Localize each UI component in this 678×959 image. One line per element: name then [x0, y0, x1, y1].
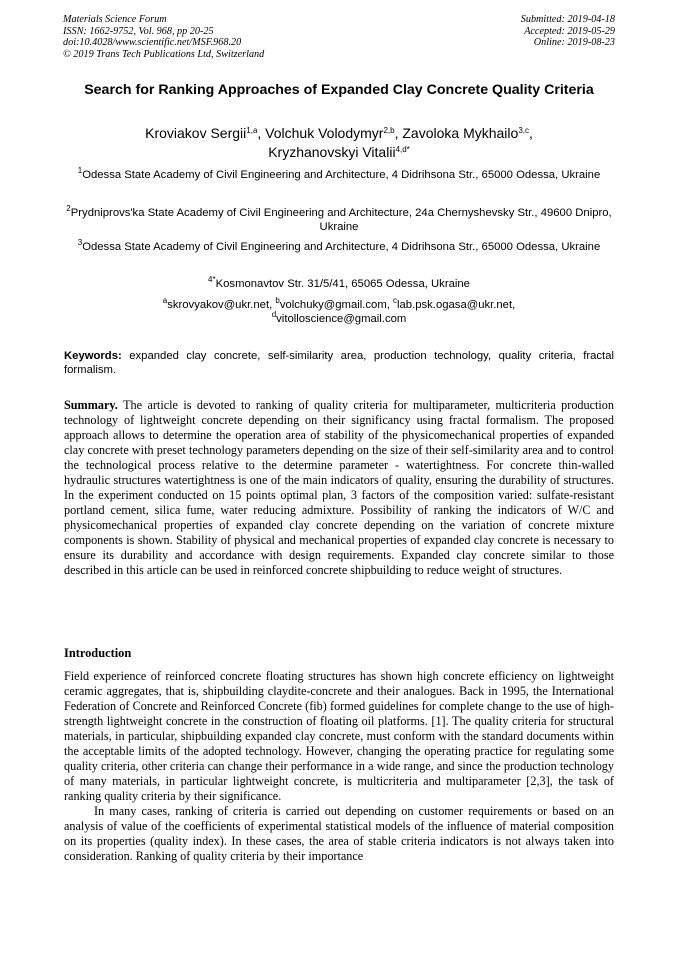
email-mark: c	[393, 296, 398, 305]
summary-text: The article is devoted to ranking of quality criteria for multiparameter, multicriteria production technology of lightweight concrete depending on their significancy using fractal formalism. The proposed approach allows to determine the operation area of stability of the physicomechanical properties of expanded clay concrete with preset technology parameters depending on the size of their self-similarity area and to control the technological process relative to the determine parameter - watertightness. For concrete thin-walled hydraulic structures watertightness is one of the main indicators of quality, ensuring the durability of structures. In the experiment conducted on 15 points optimal plan, 3 factors of the composition varied: sulfate-resistant portland cement, silica fume, water reducing admixture. Possibility of ranking the indicators of W/C and physicomechanical properties of expanded clay concrete depending on the variation of concrete mixture components is shown. Stability of physical and mechanical properties of expanded clay concrete is necessary to ensure its durability and accordance with design requirements. Expanded clay concrete similar to those described in this article can be used in reinforced concrete shipbuilding to reduce weight of structures.	[64, 398, 614, 577]
author-separator: ,	[528, 125, 533, 141]
paragraph: Field experience of reinforced concrete floating structures has shown high concrete efficiency on lightweight ceramic aggregates, that is, shipbuilding claydite-concrete and their analogues. Back in 1995, the International Federation of Concrete and Reinforced Concrete (fib) formed guidelines for complete change to the use of high-strength lightweight concrete in the construction of floating oil platforms. [1]. The quality criteria for structural materials, in particular, shipbuilding expanded clay concrete, must conform with the standard documents within the acceptable limits of the adopted technology. However, changing the operating practice for regulating some quality criteria, other criteria can change their performance in a wide range, and since the production technology of many materials, in particular lightweight concrete, is multicriteria and multiparameter [2,3], the task of ranking quality criteria by their significance.	[64, 669, 614, 803]
author-affiliation-mark: 3,c	[518, 126, 529, 135]
journal-info	[63, 14, 264, 60]
introduction-body	[64, 669, 614, 864]
affiliation-mark: 2	[66, 204, 71, 213]
author-name: Zavoloka Mykhailo	[402, 125, 519, 141]
journal-copyright: © 2019 Trans Tech Publications Ltd, Switzerland	[63, 48, 265, 60]
author-name: Kroviakov Sergii	[145, 125, 247, 141]
affiliation	[64, 277, 614, 291]
online-date: Online: 2019-08-23	[533, 37, 615, 49]
submitted-date: Submitted: 2019-04-18	[520, 14, 615, 25]
email-mark: b	[275, 296, 280, 305]
paper-title: Search for Ranking Approaches of Expanded Clay Concrete Quality Criteria	[84, 82, 594, 98]
email-mark: d	[271, 310, 277, 319]
author-name: Volchuk Volodymyr	[265, 125, 384, 141]
keywords-label: Keywords:	[64, 350, 122, 362]
affiliation	[64, 168, 614, 182]
journal-issn: ISSN: 1662-9752, Vol. 968, pp 20-25	[63, 25, 214, 37]
author-emails	[64, 298, 614, 326]
paragraph: In many cases, ranking of criteria is carried out depending on customer requirements or based on an analysis of value of the coefficients of experimental statistical models of the influence of material composition on its properties (quality index). In these cases, the area of stable criteria indicators is not always taken into consideration. Ranking of quality criteria by their importance	[64, 804, 614, 863]
author-email: vitolloscience@gmail.com	[276, 313, 407, 325]
email-mark: a	[162, 296, 168, 305]
affiliation	[64, 206, 614, 234]
summary	[64, 398, 614, 578]
author-affiliation-mark: 1,a	[246, 126, 258, 135]
summary-label: Summary.	[64, 398, 118, 412]
author-email: volchuky@gmail.com,	[279, 299, 394, 311]
affiliation-text: Prydniprovs'ka State Academy of Civil Engineering and Architecture, 24a Chernyshevsky Str., 49600 Dnipro, Ukraine	[70, 207, 612, 233]
affiliation-mark: 3	[77, 238, 83, 247]
author-list	[60, 124, 618, 162]
author-name: Kryzhanovskyi Vitalii	[268, 144, 396, 160]
affiliation-mark: 4*	[208, 275, 216, 284]
journal-doi: doi:10.4028/www.scientific.net/MSF.968.20	[63, 37, 242, 49]
author-separator: ,	[394, 125, 403, 141]
author-affiliation-mark: 4,d*	[395, 145, 410, 154]
section-heading-introduction: Introduction	[64, 646, 132, 660]
author-email: lab.psk.ogasa@ukr.net,	[397, 299, 516, 311]
author-separator: ,	[257, 125, 266, 141]
affiliation-text: Kosmonavtov Str. 31/5/41, 65065 Odessa, Ukraine	[215, 278, 470, 290]
journal-name: Materials Science Forum	[63, 14, 167, 25]
accepted-date: Accepted: 2019-05-29	[524, 25, 615, 37]
affiliation-text: Odessa State Academy of Civil Engineering and Architecture, 4 Didrihsona Str., 65000 Odessa, Ukraine	[82, 241, 601, 253]
affiliation-mark: 1	[77, 166, 83, 175]
keywords	[64, 349, 614, 377]
author-affiliation-mark: 2,b	[383, 126, 395, 135]
author-email: skrovyakov@ukr.net,	[167, 299, 276, 311]
affiliation-text: Odessa State Academy of Civil Engineering and Architecture, 4 Didrihsona Str., 65000 Odessa, Ukraine	[82, 169, 601, 181]
keywords-text: expanded clay concrete, self-similarity area, production technology, quality criteria, fractal formalism.	[64, 350, 614, 376]
affiliation	[64, 240, 614, 254]
submission-dates	[521, 14, 615, 49]
